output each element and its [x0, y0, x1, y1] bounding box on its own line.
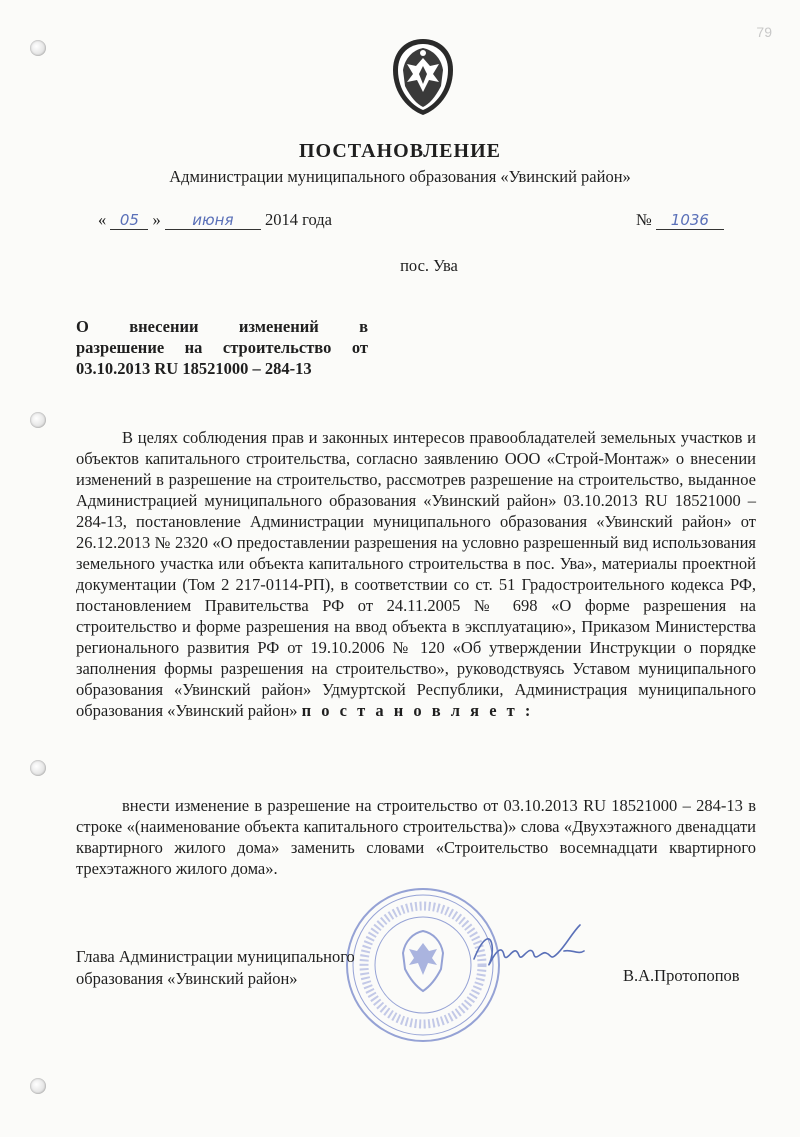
- page-number: 79: [756, 24, 772, 40]
- date-day: 05: [110, 211, 148, 230]
- subject-line: О внесении изменений в: [76, 317, 368, 336]
- preamble-paragraph: [76, 427, 756, 721]
- signatory-name: В.А.Протопопов: [623, 966, 740, 985]
- position-line: Глава Администрации муниципального: [76, 947, 355, 966]
- quote-open: «: [98, 210, 107, 229]
- number-label: №: [636, 210, 652, 229]
- handwritten-signature-icon: [468, 915, 608, 985]
- place-of-issue: [0, 256, 800, 276]
- document-subject: [76, 316, 368, 379]
- resolves-text: п о с т а н о в л я е т :: [301, 701, 534, 720]
- issuing-authority: Администрации муниципального образования «Увинский район»: [169, 167, 631, 186]
- date-month: июня: [165, 211, 261, 230]
- subject-line: 03.10.2013 RU 18521000 – 284-13: [76, 359, 312, 378]
- document-title: ПОСТАНОВЛЕНИЕ: [299, 140, 501, 162]
- place-text: пос. Ува: [400, 256, 458, 275]
- punch-hole: [30, 1078, 46, 1094]
- punch-hole: [30, 40, 46, 56]
- punch-hole: [30, 412, 46, 428]
- document-date: [98, 210, 332, 230]
- number-value: 1036: [656, 211, 724, 230]
- document-number: [636, 210, 724, 230]
- coat-of-arms-emblem-icon: [385, 36, 461, 118]
- quote-close: »: [152, 210, 161, 229]
- date-year: 2014 года: [265, 210, 332, 229]
- position-line: образования «Увинский район»: [76, 969, 298, 988]
- punch-hole: [30, 760, 46, 776]
- preamble-text: В целях соблюдения прав и законных интересов правообладателей земельных участков и объектов капитального строительства, согласно заявлению ООО «Строй-Монтаж» о внесении изменений в разрешение на строительство, рассмотрев разрешение на строительство, выданное Администрацией муниципального образования «Увинский район» 03.10.2013 RU 18521000 – 284-13, постановление Администрации муниципального образования «Увинский район» от 26.12.2013 № 2320 «О предоставлении разрешения на условно разрешенный вид использования земельного участка или объекта капитального строительства в пос. Ува», материалы проектной документации (Том 2 217-0114-РП), в соответствии со ст. 51 Градостроительного кодекса РФ, постановлением Правительства РФ от 24.11.2005 № 698 «О форме разрешения на строительство и форме разрешения на ввод объекта в эксплуатацию», Приказом Министерства регионального развития РФ от 19.10.2006 № 120 «Об утверждении Инструкции о порядке заполнения формы разрешения на строительство», руководствуясь Уставом муниципального образования «Увинский район» Удмуртской Республики, Администрация муниципального образования «Увинский район»: [76, 428, 756, 720]
- subject-line: разрешение на строительство от: [76, 338, 368, 357]
- signatory-position: [76, 946, 355, 990]
- resolution-paragraph: внести изменение в разрешение на строительство от 03.10.2013 RU 18521000 – 284-13 в строке «(наименование объекта капитального строительства)» слова «Двухэтажного двенадцати квартирного жилого дома» заменить словами «Строительство восемнадцати квартирного трехэтажного жилого дома».: [76, 796, 756, 878]
